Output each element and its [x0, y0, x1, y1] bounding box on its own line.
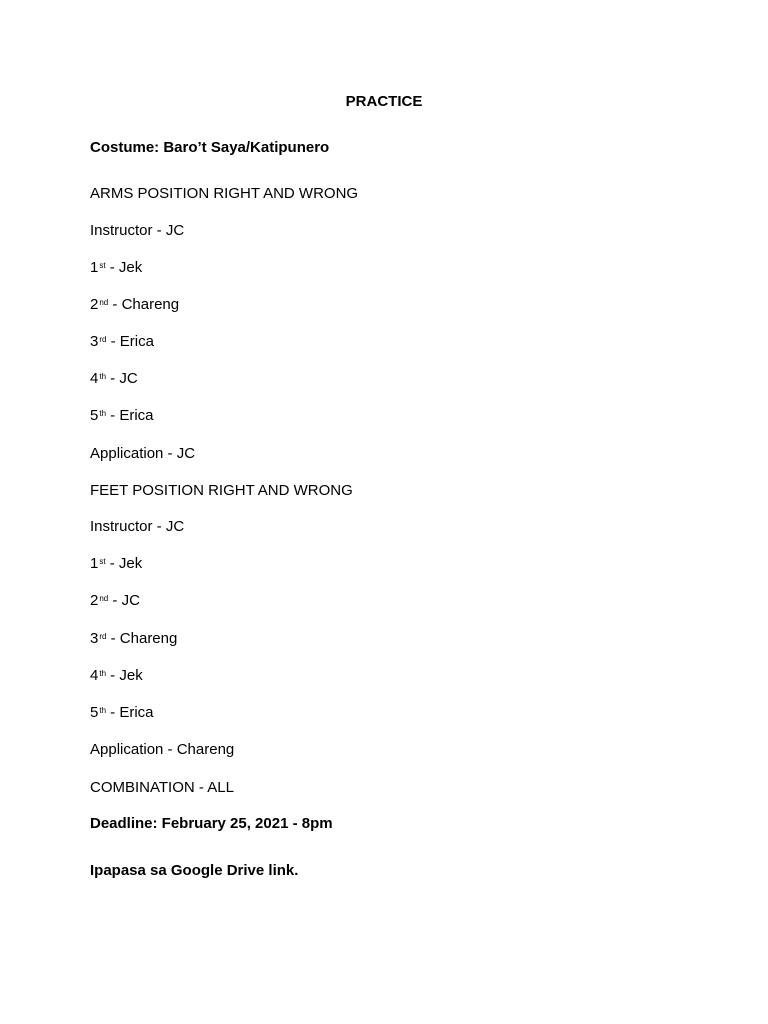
combination-line: COMBINATION - ALL: [90, 779, 234, 796]
costume-line: Costume: Baro’t Saya/Katipunero: [90, 139, 330, 156]
arms-application: Application - JC: [90, 445, 196, 462]
feet-item-4-suffix: th: [99, 669, 107, 678]
feet-item-1: [90, 555, 142, 573]
feet-item-1-number: 1: [90, 555, 99, 572]
feet-application: Application - Chareng: [90, 741, 235, 758]
arms-item-3-suffix: rd: [99, 335, 107, 344]
document-title: PRACTICE: [345, 93, 423, 110]
arms-item-2-suffix: nd: [99, 298, 109, 307]
arms-item-2: [90, 296, 179, 314]
feet-item-5: [90, 704, 154, 722]
feet-item-2-suffix: nd: [99, 594, 109, 603]
feet-item-4-name: - Jek: [106, 667, 143, 684]
feet-item-1-name: - Jek: [105, 555, 143, 572]
arms-item-4-number: 4: [90, 370, 99, 387]
arms-item-3: [90, 333, 154, 351]
submission-line: Ipapasa sa Google Drive link.: [90, 862, 299, 879]
arms-item-2-name: - Chareng: [108, 296, 180, 313]
feet-item-4: [90, 667, 143, 685]
arms-item-4: [90, 370, 138, 388]
arms-item-5-name: - Erica: [106, 407, 154, 424]
feet-item-3: [90, 630, 177, 648]
arms-item-5: [90, 407, 154, 425]
arms-item-1-number: 1: [90, 259, 99, 276]
deadline-line: Deadline: February 25, 2021 - 8pm: [90, 815, 333, 832]
feet-item-3-suffix: rd: [99, 632, 107, 641]
feet-item-3-name: - Chareng: [106, 630, 178, 647]
feet-item-5-suffix: th: [99, 706, 107, 715]
feet-heading: FEET POSITION RIGHT AND WRONG: [90, 482, 353, 499]
feet-item-2: [90, 592, 140, 610]
arms-instructor: Instructor - JC: [90, 222, 185, 239]
arms-item-4-name: - JC: [106, 370, 138, 387]
arms-item-2-number: 2: [90, 296, 99, 313]
feet-item-3-number: 3: [90, 630, 99, 647]
arms-item-5-suffix: th: [99, 409, 107, 418]
feet-item-4-number: 4: [90, 667, 99, 684]
arms-item-3-name: - Erica: [106, 333, 154, 350]
arms-item-4-suffix: th: [99, 372, 107, 381]
arms-item-1-name: - Jek: [105, 259, 143, 276]
arms-item-1-suffix: st: [99, 261, 106, 270]
arms-heading: ARMS POSITION RIGHT AND WRONG: [90, 185, 359, 202]
feet-item-1-suffix: st: [99, 557, 106, 566]
feet-item-5-number: 5: [90, 704, 99, 721]
feet-item-2-name: - JC: [108, 592, 140, 609]
arms-item-1: [90, 259, 142, 277]
feet-instructor: Instructor - JC: [90, 518, 185, 535]
feet-item-2-number: 2: [90, 592, 99, 609]
feet-item-5-name: - Erica: [106, 704, 154, 721]
arms-item-5-number: 5: [90, 407, 99, 424]
arms-item-3-number: 3: [90, 333, 99, 350]
